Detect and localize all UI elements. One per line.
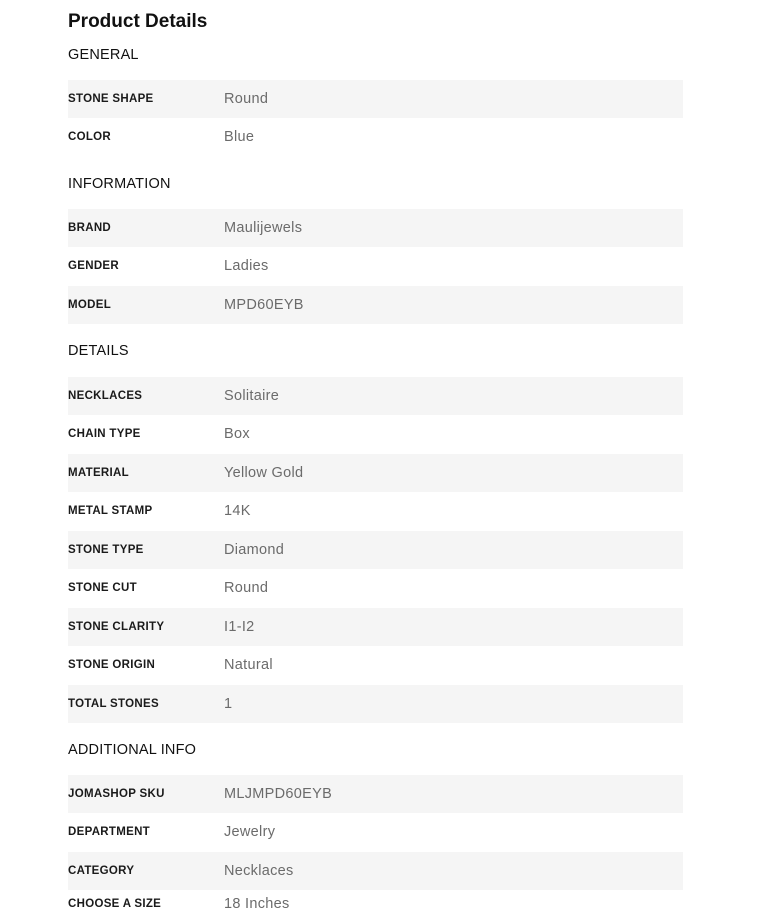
row-label: CHOOSE A SIZE [68, 898, 162, 910]
row-value: Jewelry [224, 824, 276, 840]
section-title-information: INFORMATION [68, 176, 171, 192]
row-label: STONE CLARITY [68, 621, 165, 633]
table-row [68, 531, 683, 569]
row-label: DEPARTMENT [68, 826, 151, 838]
row-value: Round [224, 580, 269, 596]
row-value: 18 Inches [224, 896, 290, 912]
table-row [68, 492, 683, 530]
table-row [68, 813, 683, 851]
row-value: Diamond [224, 542, 285, 558]
row-label: NECKLACES [68, 390, 143, 402]
row-value: MPD60EYB [224, 297, 304, 313]
row-value: Box [224, 426, 250, 442]
row-label: MODEL [68, 299, 112, 311]
row-value: Necklaces [224, 863, 294, 879]
row-value: Natural [224, 657, 273, 673]
table-row [68, 646, 683, 684]
row-value: Maulijewels [224, 220, 303, 236]
row-value: Yellow Gold [224, 465, 304, 481]
row-value: I1-I2 [224, 619, 255, 635]
section-title-general: GENERAL [68, 47, 139, 63]
table-row [68, 852, 683, 890]
row-label: GENDER [68, 260, 120, 272]
row-value: Solitaire [224, 388, 280, 404]
table-row [68, 569, 683, 607]
row-label: STONE SHAPE [68, 93, 154, 105]
row-value: Round [224, 91, 269, 107]
row-label: METAL STAMP [68, 505, 153, 517]
section-title-additional-info: ADDITIONAL INFO [68, 742, 197, 758]
row-value: 1 [224, 696, 233, 712]
table-row [68, 118, 683, 156]
table-row [68, 454, 683, 492]
table-row [68, 685, 683, 723]
row-label: STONE CUT [68, 582, 137, 594]
table-row [68, 286, 683, 324]
table-row [68, 377, 683, 415]
table-row [68, 608, 683, 646]
page-title: Product Details [68, 11, 208, 32]
row-label: COLOR [68, 131, 112, 143]
row-value: Blue [224, 129, 255, 145]
row-label: TOTAL STONES [68, 698, 159, 710]
table-row [68, 80, 683, 118]
row-value: 14K [224, 503, 251, 519]
row-value: MLJMPD60EYB [224, 786, 333, 802]
row-label: JOMASHOP SKU [68, 788, 165, 800]
table-row [68, 775, 683, 813]
table-row [68, 890, 683, 918]
table-row [68, 415, 683, 453]
row-label: BRAND [68, 222, 112, 234]
table-row [68, 247, 683, 285]
table-row [68, 209, 683, 247]
row-label: MATERIAL [68, 467, 129, 479]
row-value: Ladies [224, 258, 269, 274]
row-label: CATEGORY [68, 865, 135, 877]
row-label: STONE ORIGIN [68, 659, 156, 671]
row-label: STONE TYPE [68, 544, 144, 556]
row-label: CHAIN TYPE [68, 428, 141, 440]
section-title-details: DETAILS [68, 343, 129, 359]
